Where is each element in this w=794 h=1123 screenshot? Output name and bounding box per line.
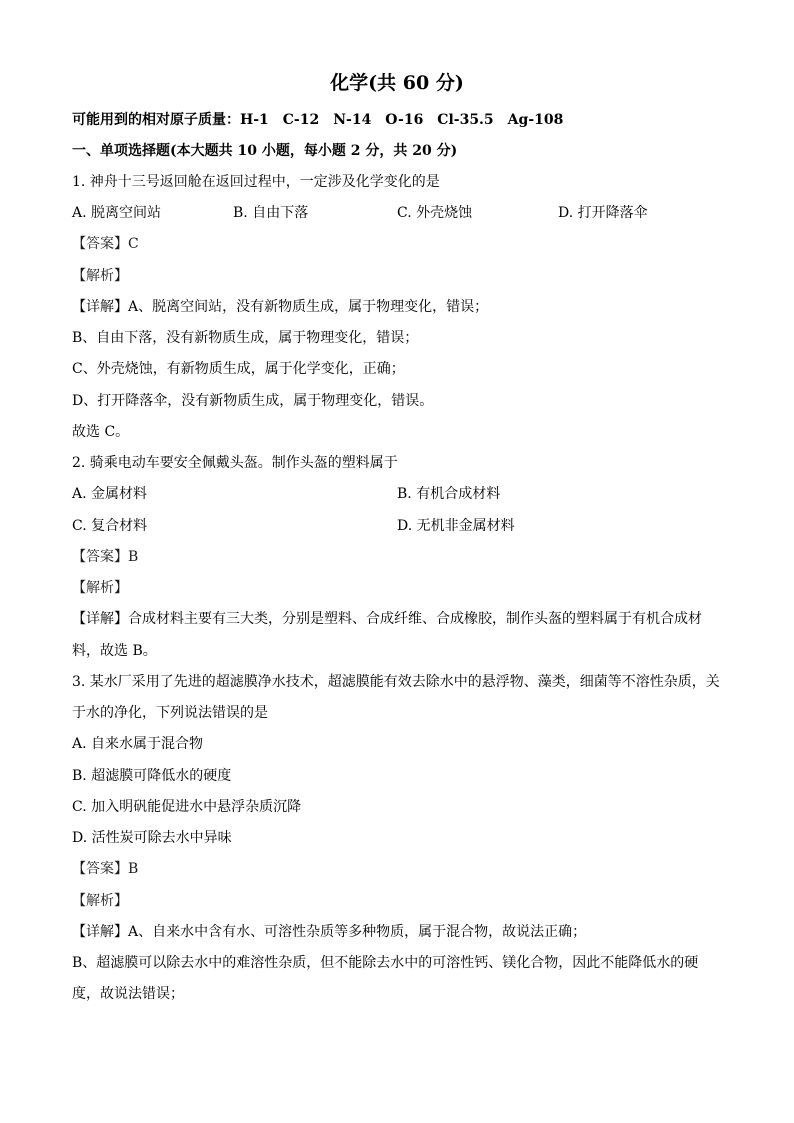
question-1-stem: 1. 神舟十三号返回舱在返回过程中，一定涉及化学变化的是 xyxy=(72,174,440,190)
question-2-detail-line: 【详解】合成材料主要有三大类，分别是塑料、合成纤维、合成橡胶，制作头盔的塑料属于有机合成材 xyxy=(72,611,702,627)
question-1-detail-line: 【详解】A、脱离空间站，没有新物质生成，属于物理变化，错误； xyxy=(72,299,489,315)
question-3-detail-line: 度，故说法错误； xyxy=(72,986,184,1002)
question-2-option-b: B. 有机合成材料 xyxy=(397,486,501,502)
question-1-detail-line: B、自由下落，没有新物质生成，属于物理变化，错误； xyxy=(72,330,419,346)
question-2-analysis-label: 【解析】 xyxy=(72,580,128,596)
question-3-option-b: B. 超滤膜可降低水的硬度 xyxy=(72,768,232,784)
question-3-option-d: D. 活性炭可除去水中异味 xyxy=(72,830,232,846)
question-3-option-c: C. 加入明矾能促进水中悬浮杂质沉降 xyxy=(72,799,302,815)
question-1-option-a: A. 脱离空间站 xyxy=(72,205,162,221)
question-3-stem-line: 于水的净化，下列说法错误的是 xyxy=(72,705,268,721)
section-header: 一、单项选择题(本大题共 10 小题，每小题 2 分，共 20 分) xyxy=(72,143,458,159)
question-1-option-d: D. 打开降落伞 xyxy=(558,205,648,221)
question-3-option-a: A. 自来水属于混合物 xyxy=(72,736,204,752)
question-1-option-b: B. 自由下落 xyxy=(233,205,309,221)
question-3-answer: 【答案】B xyxy=(72,861,139,877)
question-2-option-c: C. 复合材料 xyxy=(72,518,148,534)
page-title: 化学(共 60 分) xyxy=(330,72,464,94)
question-1-answer: 【答案】C xyxy=(72,236,139,252)
question-1-option-c: C. 外壳烧蚀 xyxy=(397,205,473,221)
question-2-stem: 2. 骑乘电动车要安全佩戴头盔。制作头盔的塑料属于 xyxy=(72,455,398,471)
question-1-conclusion: 故选 C。 xyxy=(72,424,130,440)
question-3-analysis-label: 【解析】 xyxy=(72,893,128,909)
question-3-detail-line: B、超滤膜可以除去水中的难溶性杂质，但不能除去水中的可溶性钙、镁化合物，因此不能降低水的硬 xyxy=(72,955,699,971)
question-2-option-a: A. 金属材料 xyxy=(72,486,148,502)
question-2-detail-line: 料，故选 B。 xyxy=(72,643,157,659)
question-1-detail-line: C、外壳烧蚀，有新物质生成，属于化学变化，正确； xyxy=(72,361,405,377)
question-2-answer: 【答案】B xyxy=(72,549,139,565)
question-1-detail-line: D、打开降落伞，没有新物质生成，属于物理变化，错误。 xyxy=(72,393,434,409)
question-1-analysis-label: 【解析】 xyxy=(72,268,128,284)
question-3-stem-line: 3. 某水厂采用了先进的超滤膜净水技术，超滤膜能有效去除水中的悬浮物、藻类，细菌等不溶性杂质，关 xyxy=(72,674,720,690)
question-2-option-d: D. 无机非金属材料 xyxy=(397,518,515,534)
atomic-masses-line: 可能用到的相对原子质量：H-1 C-12 N-14 O-16 Cl-35.5 Ag-108 xyxy=(72,112,564,128)
question-3-detail-line: 【详解】A、自来水中含有水、可溶性杂质等多种物质，属于混合物，故说法正确； xyxy=(72,924,587,940)
